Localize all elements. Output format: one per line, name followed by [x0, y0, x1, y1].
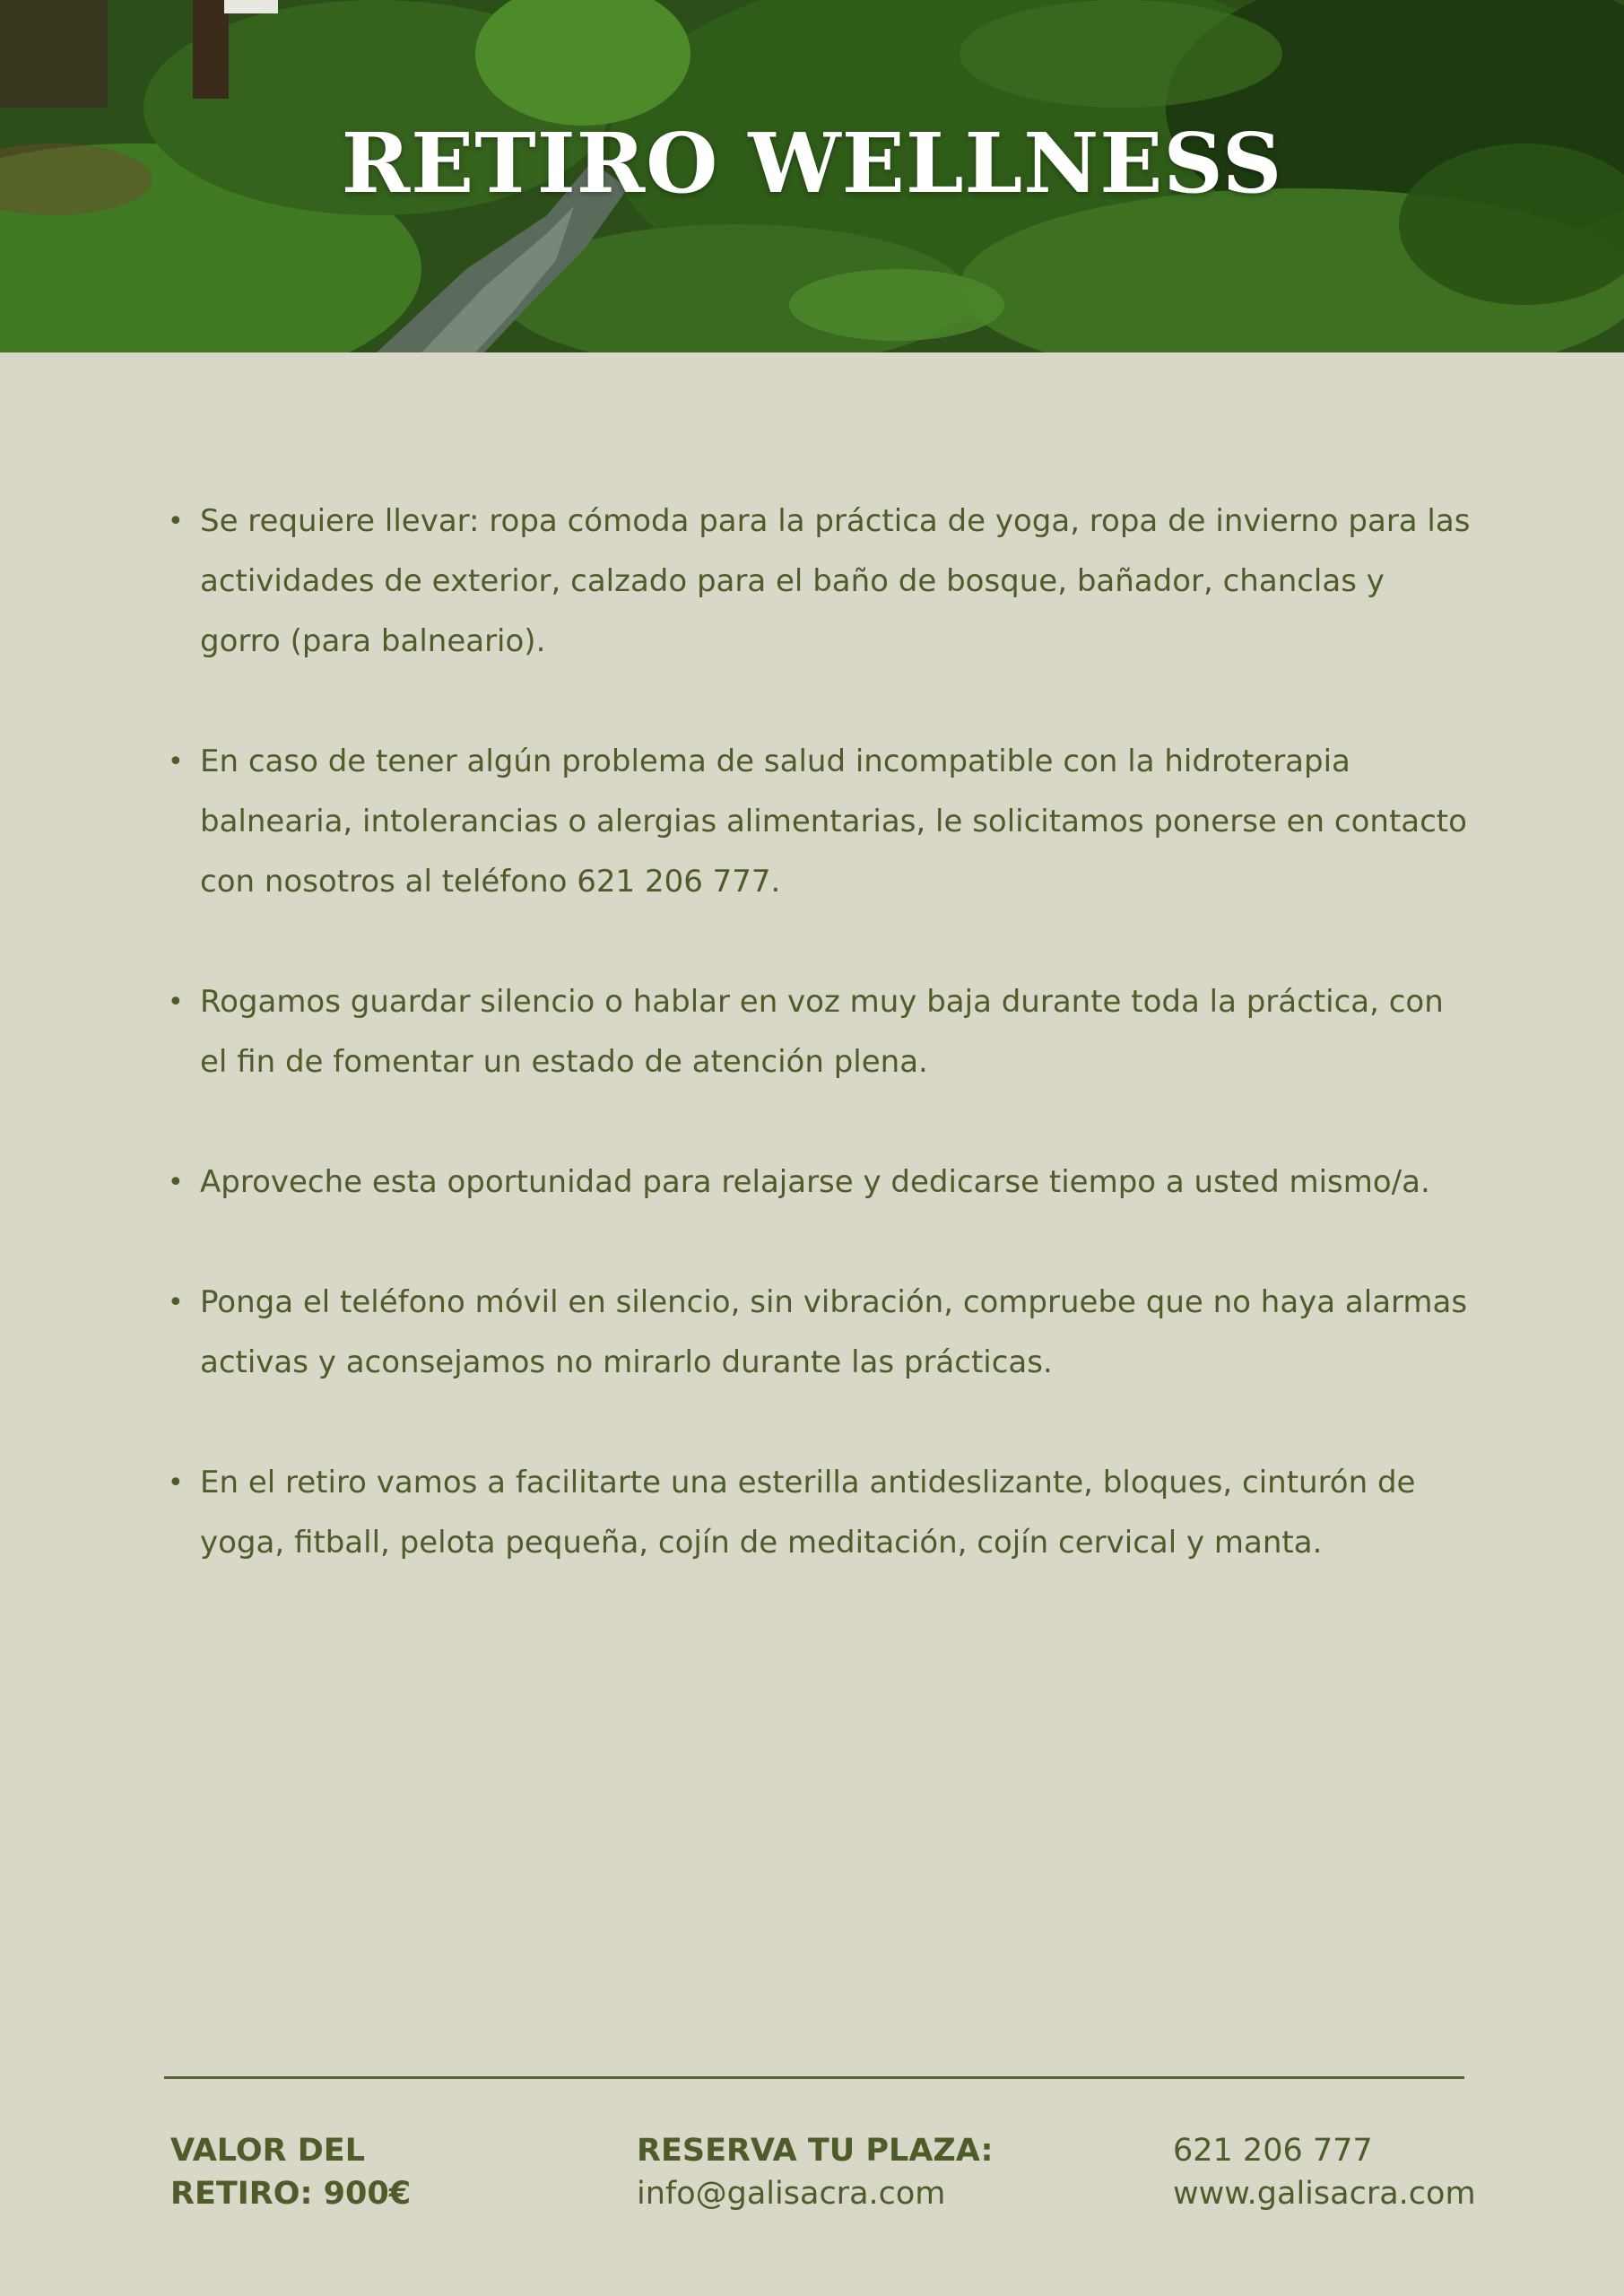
bullet-icon: • — [168, 1467, 184, 1499]
page-title: RETIRO WELLNESS — [341, 115, 1283, 212]
bullet-icon: • — [168, 1287, 184, 1318]
list-item-text: En el retiro vamos a facilitarte una esterilla antideslizante, bloques, cinturón de yoga, fitball, pelota pequeña, cojín de meditación, cojín cervical y manta. — [200, 1465, 1416, 1561]
bullet-list — [164, 491, 1473, 1573]
bullet-icon: • — [168, 746, 184, 778]
list-item — [164, 732, 1473, 912]
main-content — [164, 491, 1473, 1633]
price-label-line1: VALOR DEL — [170, 2133, 366, 2169]
list-item-text: Ponga el teléfono móvil en silencio, sin vibración, compruebe que no haya alarmas activas y aconsejamos no mirarlo durante las prácticas. — [200, 1284, 1468, 1380]
contact-block — [1173, 2129, 1476, 2215]
phone-link[interactable]: 621 206 777 — [1173, 2133, 1373, 2169]
list-item — [164, 491, 1473, 672]
price-block — [170, 2129, 411, 2215]
footer-divider — [164, 2076, 1464, 2079]
bullet-icon: • — [168, 1167, 184, 1198]
bullet-icon: • — [168, 987, 184, 1018]
price-label-line2: RETIRO: 900€ — [170, 2176, 412, 2212]
website-link[interactable]: www.galisacra.com — [1173, 2176, 1476, 2212]
hero-banner — [0, 0, 1624, 352]
reserve-block — [637, 2129, 994, 2215]
email-link[interactable]: info@galisacra.com — [637, 2176, 946, 2212]
list-item-text: En caso de tener algún problema de salud incompatible con la hidroterapia balnearia, intolerancias o alergias alimentarias, le solicitamos ponerse en contacto con nosotros al teléfono 621 206 777. — [200, 744, 1467, 900]
list-item — [164, 1152, 1473, 1213]
list-item-text: Se requiere llevar: ropa cómoda para la práctica de yoga, ropa de invierno para las actividades de exterior, calzado para el baño de bosque, bañador, chanclas y gorro (para balneario). — [200, 503, 1471, 659]
list-item-text: Aproveche esta oportunidad para relajarse y dedicarse tiempo a usted mismo/a. — [200, 1164, 1430, 1200]
bullet-icon: • — [168, 506, 184, 537]
reserve-heading: RESERVA TU PLAZA: — [637, 2133, 994, 2169]
list-item-text: Rogamos guardar silencio o hablar en voz muy baja durante toda la práctica, con el fin de fomentar un estado de atención plena. — [200, 984, 1444, 1080]
list-item — [164, 972, 1473, 1092]
list-item — [164, 1273, 1473, 1393]
list-item — [164, 1453, 1473, 1573]
